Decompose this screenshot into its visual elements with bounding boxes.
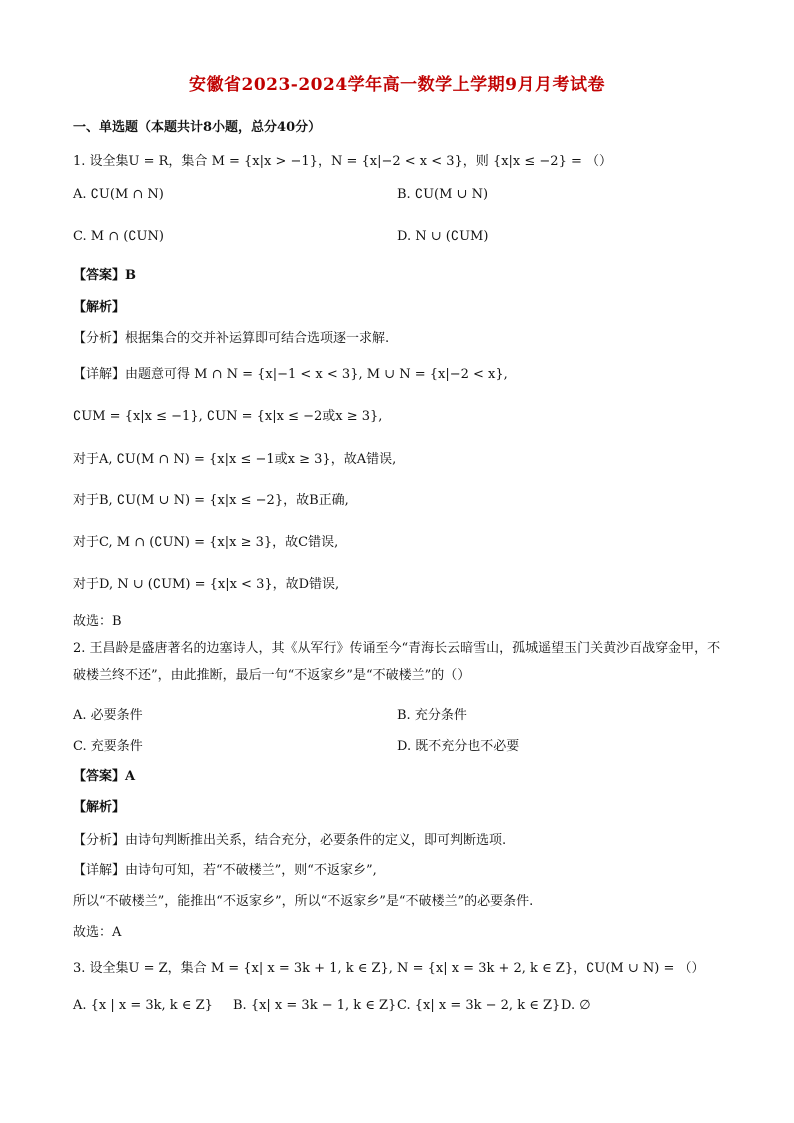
q1-choose: 故选：B: [73, 614, 122, 629]
q2-option-a: A. 必要条件: [73, 708, 143, 723]
q2-option-d: D. 既不充分也不必要: [397, 739, 520, 754]
q2-conclusion: 所以“不破楼兰”，能推出“不返家乡”，所以“不返家乡”是“不破楼兰”的必要条件.: [73, 894, 534, 909]
q1-option-d: D. N ∪ (∁UM): [397, 229, 489, 244]
page-title: 安徽省2023-2024学年高一数学上学期9月月考试卷: [188, 75, 605, 95]
q2-fenxi: 【分析】由诗句判断推出关系，结合充分，必要条件的定义，即可判断选项.: [73, 833, 507, 848]
q3-option-a: A. {x | x = 3k, k ∈ Z}: [73, 998, 213, 1013]
q1-check-d: 对于D, N ∪ (∁UM) = {x|x < 3}，故D错误,: [73, 577, 340, 592]
q1-fenxi: 【分析】根据集合的交并补运算即可结合选项逐一求解.: [73, 331, 390, 346]
q1-complement-line: ∁UM = {x|x ≤ −1}, ∁UN = {x|x ≤ −2或x ≥ 3},: [73, 409, 383, 424]
q3-option-c: C. {x| x = 3k − 2, k ∈ Z}: [397, 998, 561, 1013]
question-1-stem: 1. 设全集U = R，集合 M = {x|x > −1}，N = {x|−2 < x < 3}，则 {x|x ≤ −2} = （）: [73, 154, 613, 169]
q1-check-a: 对于A, ∁U(M ∩ N) = {x|x ≤ −1或x ≥ 3}，故A错误,: [73, 452, 397, 467]
q2-analysis-label: 【解析】: [73, 800, 126, 815]
q2-option-c: C. 充要条件: [73, 739, 143, 754]
q2-option-b: B. 充分条件: [397, 708, 467, 723]
q3-option-b: B. {x| x = 3k − 1, k ∈ Z}: [233, 998, 397, 1013]
q1-check-b: 对于B, ∁U(M ∪ N) = {x|x ≤ −2}，故B正确,: [73, 493, 349, 508]
q1-option-a: A. ∁U(M ∩ N): [73, 187, 164, 202]
section-heading: 一、单选题（本题共计8小题，总分40分）: [73, 120, 322, 135]
q2-choose: 故选：A: [73, 925, 122, 940]
q2-xiangjie: 【详解】由诗句可知，若“不破楼兰”，则“不返家乡”,: [73, 863, 377, 878]
q1-option-c: C. M ∩ (∁UN): [73, 229, 164, 244]
q1-xiangjie: 【详解】由题意可得 M ∩ N = {x|−1 < x < 3}, M ∪ N = {x|−2 < x},: [73, 367, 508, 382]
q1-option-b: B. ∁U(M ∪ N): [397, 187, 489, 202]
q2-answer: 【答案】A: [73, 769, 136, 784]
q3-option-d: D. ∅: [561, 998, 591, 1013]
q1-check-c: 对于C, M ∩ (∁UN) = {x|x ≥ 3}，故C错误,: [73, 535, 339, 550]
question-2-stem: 2. 王昌龄是盛唐著名的边塞诗人，其《从军行》传诵至今“青海长云暗雪山，孤城遥望玉门关黄沙百战穿金甲，不破楼兰终不还”，由此推断，最后一句“不返家乡”是“不破楼兰”的（）: [73, 641, 721, 683]
question-3-stem: 3. 设全集U = Z，集合 M = {x| x = 3k + 1, k ∈ Z}, N = {x| x = 3k + 2, k ∈ Z}，∁U(M ∪ N) = （）: [73, 961, 705, 976]
q1-analysis-label: 【解析】: [73, 300, 126, 315]
q1-answer: 【答案】B: [73, 268, 136, 283]
